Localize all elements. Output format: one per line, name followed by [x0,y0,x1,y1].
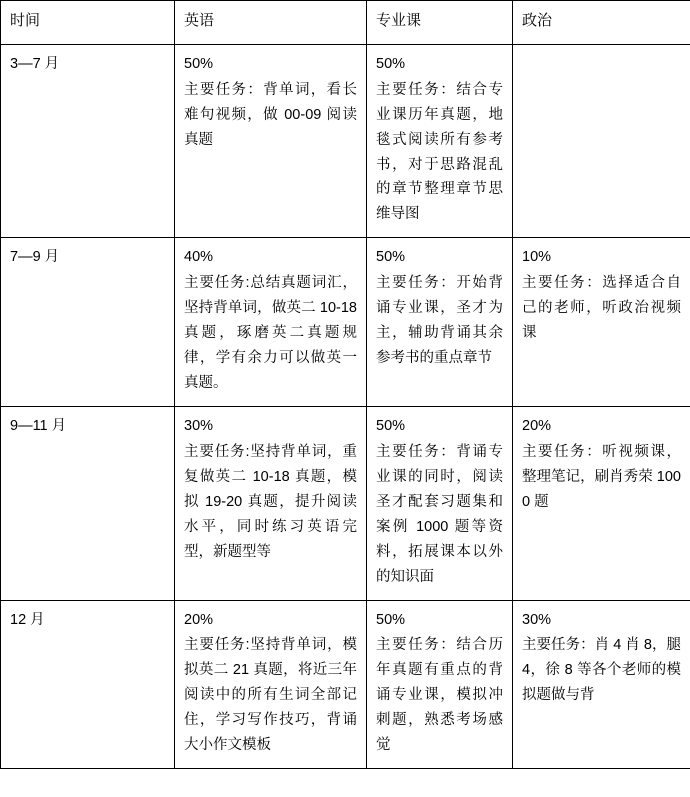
table-header-row [1,1,690,45]
column-header-english [175,1,367,45]
english-percent: 30% [184,417,214,434]
column-header-politics [513,1,690,45]
period-label: 3—7 月 [10,55,60,72]
english-task: 主要任务:坚持背单词，重复做英二 10-18 真题，模拟 19-20 真题，提升阅读水平，同时练习英语完型，新题型等 [184,443,357,560]
major-percent: 50% [376,611,406,628]
cell-politics [513,600,690,769]
english-task: 主要任务:总结真题词汇，坚持背单词，做英二 10-18 真题，琢磨英二真题规律，学有余力可以做英一真题。 [184,275,357,392]
cell-politics [513,406,690,600]
column-header-major [367,1,513,45]
cell-english [175,238,367,407]
cell-period [1,238,175,407]
cell-major [367,44,513,238]
column-header-major-label: 专业课 [376,12,422,29]
table-row [1,44,690,238]
major-percent: 50% [376,249,406,266]
politics-task: 主要任务：选择适合自己的老师，听政治视频课 [522,275,681,342]
period-label: 7—9 月 [10,249,60,266]
politics-task: 主要任务：听视频课，整理笔记，刷肖秀荣 1000 题 [522,443,681,510]
cell-politics [513,238,690,407]
table-row [1,406,690,600]
major-percent: 50% [376,55,406,72]
table-row [1,600,690,769]
major-task: 主要任务：结合专业课历年真题，地毯式阅读所有参考书，对于思路混乱的章节整理章节思维导图 [376,81,503,223]
cell-major [367,238,513,407]
major-task: 主要任务：开始背诵专业课，圣才为主，辅助背诵其余参考书的重点章节 [376,275,503,367]
cell-english [175,44,367,238]
cell-english [175,600,367,769]
politics-percent: 30% [522,611,552,628]
major-task: 主要任务：背诵专业课的同时，阅读圣才配套习题集和案例 1000 题等资料，拓展课本以外的知识面 [376,443,503,585]
politics-task: 主要任务：肖 4 肖 8，腿 4，徐 8 等各个老师的模拟题做与背 [522,637,681,704]
cell-english [175,406,367,600]
period-label: 12 月 [10,611,45,628]
english-task: 主要任务:坚持背单词，模拟英二 21 真题，将近三年阅读中的所有生词全部记住，学习写作技巧，背诵大小作文模板 [184,637,357,754]
column-header-time-label: 时间 [10,12,41,29]
table-row [1,238,690,407]
cell-major [367,406,513,600]
cell-major [367,600,513,769]
column-header-politics-label: 政治 [522,12,553,29]
column-header-english-label: 英语 [184,12,215,29]
major-percent: 50% [376,417,406,434]
cell-politics [513,44,690,238]
english-percent: 40% [184,249,214,266]
column-header-time [1,1,175,45]
english-percent: 50% [184,55,214,72]
period-label: 9—11 月 [10,417,67,434]
major-task: 主要任务：结合历年真题有重点的背诵专业课，模拟冲刺题，熟悉考场感觉 [376,637,503,754]
cell-period [1,44,175,238]
english-task: 主要任务：背单词，看长难句视频，做 00-09 阅读真题 [184,81,357,148]
politics-percent: 10% [522,249,552,266]
cell-period [1,406,175,600]
english-percent: 20% [184,611,214,628]
politics-percent: 20% [522,417,552,434]
cell-period [1,600,175,769]
